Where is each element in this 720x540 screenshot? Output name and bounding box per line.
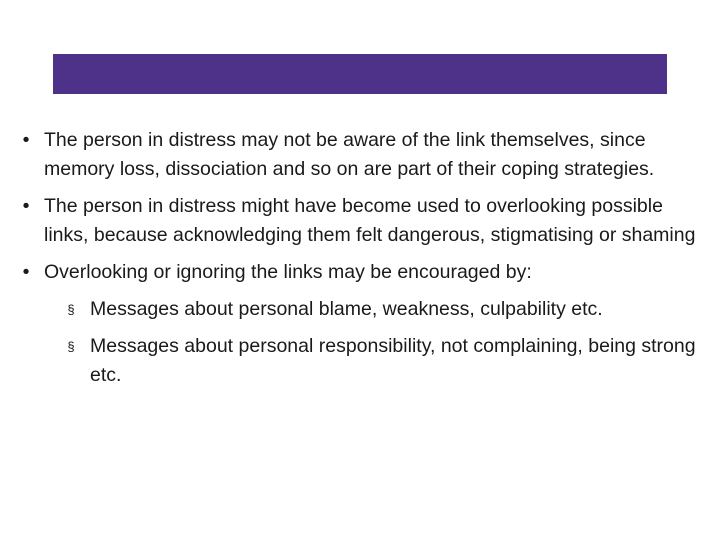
- section-sign-bullet-icon: §: [67, 302, 75, 317]
- sub-bullet-item: [18, 332, 698, 390]
- sub-bullet-text: Messages about personal responsibility, not complaining, being strong etc.: [90, 335, 696, 386]
- slide-title-bar: [53, 54, 667, 94]
- bullet-item: [18, 126, 698, 184]
- sub-bullet-item: [18, 295, 698, 324]
- sub-bullet-list: [18, 295, 698, 390]
- bullet-item: [18, 192, 698, 250]
- section-sign-bullet-icon: §: [67, 339, 75, 354]
- bullet-dot-icon: •: [22, 195, 30, 217]
- slide-body: [18, 126, 698, 398]
- bullet-text: The person in distress may not be aware of the link themselves, since memory loss, dissociation and so on are part of their coping strategies.: [44, 129, 655, 180]
- bullet-dot-icon: •: [22, 261, 30, 283]
- bullet-text: The person in distress might have become used to overlooking possible links, because acknowledging them felt dangerous, stigmatising or shaming: [44, 195, 696, 246]
- bullet-text: Overlooking or ignoring the links may be encouraged by:: [44, 261, 532, 283]
- bullet-item: [18, 258, 698, 287]
- bullet-dot-icon: •: [22, 129, 30, 151]
- sub-bullet-text: Messages about personal blame, weakness, culpability etc.: [90, 298, 603, 320]
